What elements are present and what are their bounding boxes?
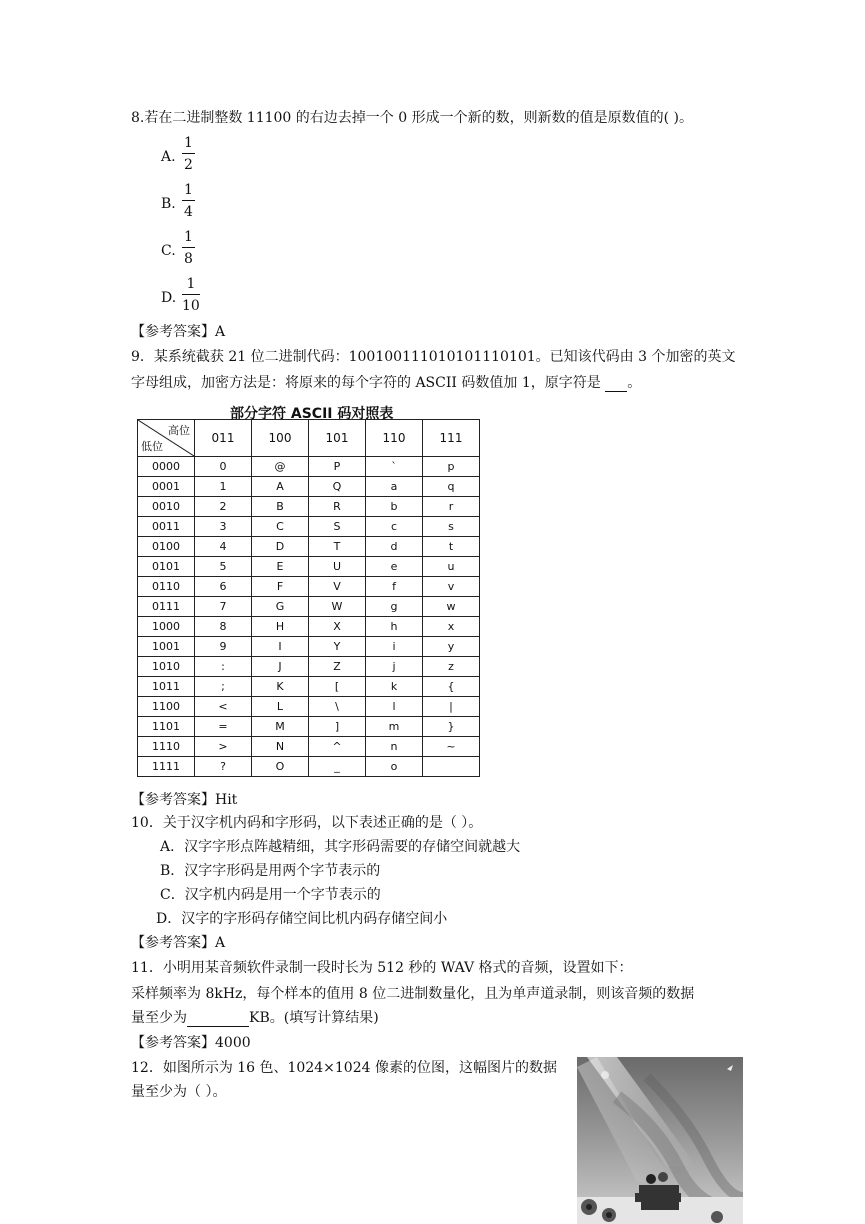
- ascii-row-header: 0011: [138, 517, 195, 537]
- ascii-table-cell: N: [252, 737, 309, 757]
- ascii-row-header: 0111: [138, 597, 195, 617]
- q10-option-d: D．汉字的字形码存储空间比机内码存储空间小: [156, 911, 448, 927]
- q8-option-fraction: [182, 230, 195, 266]
- ascii-table-cell: h: [366, 617, 423, 637]
- ascii-table-cell: `: [366, 457, 423, 477]
- ascii-table-cell: k: [366, 677, 423, 697]
- ascii-table-cell: Q: [309, 477, 366, 497]
- ascii-row-header: 0110: [138, 577, 195, 597]
- q9-stem-line2: [131, 372, 641, 392]
- fraction-denominator: 4: [184, 204, 193, 220]
- ascii-table-cell: e: [366, 557, 423, 577]
- fraction-numerator: 1: [182, 136, 195, 154]
- ascii-table-cell: I: [252, 637, 309, 657]
- ascii-table-cell: W: [309, 597, 366, 617]
- q12-stem-line2: 量至少为（ ）。: [131, 1084, 227, 1100]
- ascii-table-cell: o: [366, 757, 423, 777]
- q11-stem-line1: 11．小明用某音频软件录制一段时长为 512 秒的 WAV 格式的音频，设置如下：: [131, 960, 633, 976]
- ascii-table-cell: 4: [195, 537, 252, 557]
- ascii-table-title: 部分字符 ASCII 码对照表: [230, 406, 394, 422]
- q8-option-label: C.: [161, 243, 176, 259]
- ascii-table-cell: 2: [195, 497, 252, 517]
- ascii-table-cell: q: [423, 477, 480, 497]
- fraction-denominator: 8: [184, 251, 193, 267]
- fraction-denominator: 10: [182, 298, 200, 314]
- grayscale-landscape-image: [577, 1057, 743, 1224]
- ascii-row-header: 1100: [138, 697, 195, 717]
- ascii-table-cell: K: [252, 677, 309, 697]
- ascii-table-cell: w: [423, 597, 480, 617]
- ascii-table-cell: s: [423, 517, 480, 537]
- ascii-table-row: [138, 717, 480, 737]
- q10-answer: 【参考答案】A: [131, 935, 226, 951]
- ascii-table-cell: =: [195, 717, 252, 737]
- ascii-table-row: [138, 577, 480, 597]
- q11-stem-post: KB。(填写计算结果): [249, 1010, 379, 1026]
- ascii-table-row: [138, 537, 480, 557]
- ascii-table-cell: |: [423, 697, 480, 717]
- ascii-table-cell: Y: [309, 637, 366, 657]
- ascii-table-row: [138, 597, 480, 617]
- ascii-table-cell: c: [366, 517, 423, 537]
- ascii-row-header: 0100: [138, 537, 195, 557]
- q8-option-fraction: [182, 136, 195, 172]
- ascii-column-header: 111: [423, 420, 480, 457]
- q8-option-fraction: [182, 277, 200, 313]
- bitmap-picture: [577, 1057, 743, 1224]
- ascii-row-header: 0001: [138, 477, 195, 497]
- ascii-table-cell: r: [423, 497, 480, 517]
- fraction-numerator: 1: [182, 230, 195, 248]
- ascii-table-cell: x: [423, 617, 480, 637]
- ascii-table-cell: {: [423, 677, 480, 697]
- ascii-table-cell: b: [366, 497, 423, 517]
- ascii-table-row: [138, 657, 480, 677]
- q8-option-label: B.: [161, 196, 176, 212]
- ascii-row-header: 0101: [138, 557, 195, 577]
- ascii-table-cell: ?: [195, 757, 252, 777]
- q11-answer: 【参考答案】4000: [131, 1035, 251, 1051]
- ascii-table-cell: [423, 757, 480, 777]
- q10-option-a: A．汉字字形点阵越精细，其字形码需要的存储空间就越大: [160, 839, 521, 855]
- ascii-table-cell: B: [252, 497, 309, 517]
- q11-blank: [187, 1010, 249, 1027]
- ascii-table-cell: l: [366, 697, 423, 717]
- q10-option-c: C．汉字机内码是用一个字节表示的: [160, 887, 381, 903]
- ascii-table-cell: O: [252, 757, 309, 777]
- ascii-table-row: [138, 557, 480, 577]
- ascii-table-row: [138, 737, 480, 757]
- ascii-table-cell: 5: [195, 557, 252, 577]
- ascii-table-cell: 3: [195, 517, 252, 537]
- ascii-table-cell: A: [252, 477, 309, 497]
- ascii-row-header: 1011: [138, 677, 195, 697]
- q10-stem: 10．关于汉字机内码和字形码，以下表述正确的是（ ）。: [131, 815, 483, 831]
- ascii-table-cell: [: [309, 677, 366, 697]
- corner-high-label: 高位: [168, 424, 190, 437]
- ascii-column-header: 100: [252, 420, 309, 457]
- ascii-table-cell: H: [252, 617, 309, 637]
- ascii-table-cell: v: [423, 577, 480, 597]
- q11-stem-line3: [131, 1007, 379, 1027]
- ascii-table-cell: m: [366, 717, 423, 737]
- ascii-table-cell: :: [195, 657, 252, 677]
- ascii-table-cell: ]: [309, 717, 366, 737]
- ascii-table-cell: j: [366, 657, 423, 677]
- ascii-table-cell: z: [423, 657, 480, 677]
- ascii-table-cell: g: [366, 597, 423, 617]
- ascii-row-header: 0010: [138, 497, 195, 517]
- ascii-table-cell: F: [252, 577, 309, 597]
- ascii-table-cell: X: [309, 617, 366, 637]
- ascii-row-header: 1111: [138, 757, 195, 777]
- q11-stem-line2: 采样频率为 8kHz，每个样本的值用 8 位二进制数量化，且为单声道录制，则该音频的数据: [131, 986, 695, 1002]
- ascii-table-cell: M: [252, 717, 309, 737]
- ascii-table-cell: u: [423, 557, 480, 577]
- ascii-table-corner: [138, 420, 195, 457]
- q8-answer: 【参考答案】A: [131, 324, 226, 340]
- ascii-table-cell: ~: [423, 737, 480, 757]
- ascii-table-row: [138, 457, 480, 477]
- ascii-table-cell: T: [309, 537, 366, 557]
- ascii-table-cell: 7: [195, 597, 252, 617]
- ascii-row-header: 1000: [138, 617, 195, 637]
- ascii-table-cell: L: [252, 697, 309, 717]
- q9-stem-text: 字母组成，加密方法是：将原来的每个字符的 ASCII 码数值加 1，原字符是: [131, 375, 606, 391]
- fraction-numerator: 1: [182, 277, 200, 295]
- ascii-table-cell: >: [195, 737, 252, 757]
- q9-answer: 【参考答案】Hit: [131, 792, 238, 808]
- ascii-table-row: [138, 697, 480, 717]
- ascii-row-header: 1110: [138, 737, 195, 757]
- q12-stem-line1: 12．如图所示为 16 色、1024×1024 像素的位图，这幅图片的数据: [131, 1060, 557, 1076]
- ascii-table-cell: Z: [309, 657, 366, 677]
- ascii-table-cell: y: [423, 637, 480, 657]
- fraction-denominator: 2: [184, 157, 193, 173]
- ascii-table-cell: _: [309, 757, 366, 777]
- ascii-column-header: 110: [366, 420, 423, 457]
- ascii-table-row: [138, 617, 480, 637]
- ascii-table-cell: 6: [195, 577, 252, 597]
- ascii-table-cell: i: [366, 637, 423, 657]
- q8-stem: 8.若在二进制整数 11100 的右边去掉一个 0 形成一个新的数，则新数的值是原数值的( )。: [131, 110, 693, 126]
- ascii-row-header: 0000: [138, 457, 195, 477]
- ascii-table-row: [138, 757, 480, 777]
- ascii-table-cell: f: [366, 577, 423, 597]
- ascii-table-row: [138, 517, 480, 537]
- corner-low-label: 低位: [141, 440, 163, 453]
- ascii-table-cell: D: [252, 537, 309, 557]
- q8-option-label: A.: [161, 149, 176, 165]
- ascii-table-cell: 9: [195, 637, 252, 657]
- ascii-table-row: [138, 637, 480, 657]
- ascii-table-cell: S: [309, 517, 366, 537]
- ascii-table-row: [138, 677, 480, 697]
- ascii-table-cell: p: [423, 457, 480, 477]
- ascii-row-header: 1001: [138, 637, 195, 657]
- ascii-table-cell: E: [252, 557, 309, 577]
- ascii-table-cell: C: [252, 517, 309, 537]
- q9-stem-end: 。: [627, 375, 642, 391]
- ascii-table-cell: d: [366, 537, 423, 557]
- ascii-table-row: [138, 497, 480, 517]
- q9-blank: [605, 375, 627, 392]
- ascii-table-cell: 8: [195, 617, 252, 637]
- ascii-table-cell: V: [309, 577, 366, 597]
- ascii-table-cell: <: [195, 697, 252, 717]
- q8-option-label: D.: [161, 290, 177, 306]
- q9-stem-line1: 9．某系统截获 21 位二进制代码：100100111010101110101。已知该代码由 3 个加密的英文: [131, 349, 736, 365]
- ascii-table-cell: ;: [195, 677, 252, 697]
- ascii-row-header: 1010: [138, 657, 195, 677]
- q11-stem-pre: 量至少为: [131, 1010, 187, 1026]
- ascii-table-cell: @: [252, 457, 309, 477]
- ascii-table-header-row: [138, 420, 480, 457]
- fraction-numerator: 1: [182, 183, 195, 201]
- ascii-table-cell: P: [309, 457, 366, 477]
- q10-option-b: B．汉字字形码是用两个字节表示的: [160, 863, 381, 879]
- ascii-table-cell: G: [252, 597, 309, 617]
- ascii-table-cell: \: [309, 697, 366, 717]
- ascii-column-header: 011: [195, 420, 252, 457]
- ascii-table-cell: U: [309, 557, 366, 577]
- ascii-table-cell: n: [366, 737, 423, 757]
- ascii-table-cell: J: [252, 657, 309, 677]
- ascii-column-header: 101: [309, 420, 366, 457]
- ascii-table-cell: 1: [195, 477, 252, 497]
- ascii-table-cell: a: [366, 477, 423, 497]
- q8-option-fraction: [182, 183, 195, 219]
- ascii-table-cell: 0: [195, 457, 252, 477]
- ascii-table-row: [138, 477, 480, 497]
- ascii-table-cell: R: [309, 497, 366, 517]
- ascii-table-cell: ^: [309, 737, 366, 757]
- ascii-row-header: 1101: [138, 717, 195, 737]
- ascii-table: [137, 419, 480, 777]
- ascii-table-cell: }: [423, 717, 480, 737]
- ascii-table-cell: t: [423, 537, 480, 557]
